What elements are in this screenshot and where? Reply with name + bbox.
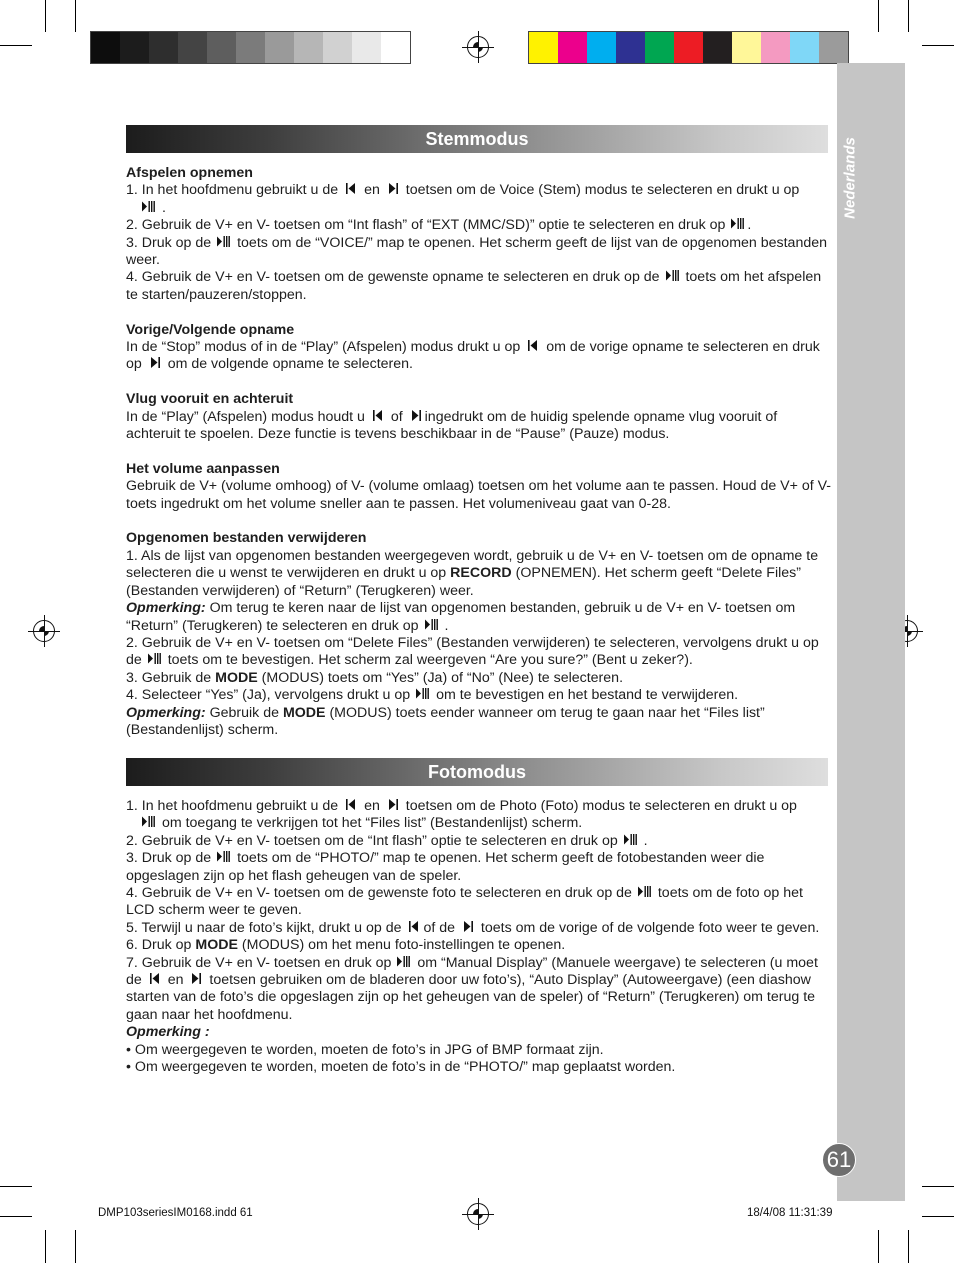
play-pause-icon [624,833,638,846]
paragraph: 2. Gebruik de V+ en V- toetsen om “Delete Files” (Bestanden verwijderen) te selecteren, vervolgens drukt u op de toets om te bevestigen. Het scherm zal weergeven “Are you sure?” (Bent u zeker?). [126,634,819,669]
crop-mark [0,1216,32,1217]
crop-mark [45,0,46,32]
color-swatch [645,32,674,63]
page-number: 61 [822,1143,856,1177]
crop-mark [922,1216,954,1217]
play-pause-icon [425,618,439,631]
registration-mark-icon [33,620,55,642]
play-pause-icon [217,850,231,863]
paragraph: 3. Druk op de toets om de “VOICE/” map te openen. Het scherm geeft de lijst van de opgenomen bestanden weer. [126,234,828,269]
stemmodus-body [126,165,832,739]
footer-timestamp: 18/4/08 11:31:39 [747,1207,833,1219]
paragraph: 1. In het hoofdmenu gebruikt u de en toetsen om de Voice (Stem) modus te selecteren en drukt u op [126,182,800,199]
paragraph: 3. Druk op de toets om de “PHOTO/” map te openen. Het scherm geeft de fotobestanden weer die opgeslagen zijn op het flash geheugen van de speler. [126,850,765,884]
language-side-tab [837,63,905,1201]
subheading: Vorige/Volgende opname [126,321,295,338]
paragraph: 6. Druk op MODE (MODUS) om het menu foto-instellingen te openen. [126,937,566,954]
paragraph: 1. In het hoofdmenu gebruikt u de en toetsen om de Photo (Foto) modus te selecteren en drukt u op [126,798,797,814]
color-calibration-bar [528,31,849,64]
prev-icon [371,409,385,422]
fotomodus-body [126,798,832,1077]
paragraph: Gebruik de V+ (volume omhoog) of V- (volume omlaag) toetsen om het volume aan te passen. Houd de V+ of V- toets ingedrukt om het volume sneller aan te passen. Het volumeniveau gaat van 0-28. [126,478,832,512]
paragraph: 3. Gebruik de MODE (MODUS) toets om “Yes” (Ja) of “No” (Nee) te selecteren. [126,669,624,686]
paragraph: 4. Selecteer “Yes” (Ja), vervolgens drukt u op om te bevestigen en het bestand te verwijderen. [126,687,739,704]
note: Opmerking: Om terug te keren naar de lijst van opgenomen bestanden, gebruik u de V+ en V- toetsen om “Return” (Terugkeren) te selecteren en druk op . [126,600,796,634]
paragraph: 1. Als de lijst van opgenomen bestanden weergegeven wordt, gebruik u de V+ en V- toetsen om de opname te selecteren die u wenst te verwijderen en drukt u op RECORD (OPNEMEN). Het scherm geeft “Delete Files” (Bestanden verwijderen) of “Return” (Terugkeren) weer. [126,547,819,599]
color-swatch [178,32,207,63]
color-swatch [381,32,410,63]
prev-icon [526,339,540,352]
crop-mark [75,0,76,32]
play-pause-icon [666,269,680,282]
paragraph: 2. Gebruik de V+ en V- toetsen om “Int flash” of “EXT (MMC/SD)” optie te selecteren en druk op . [126,217,752,234]
note: Opmerking: Gebruik de MODE (MODUS) toets eender wanneer om terug te gaan naar het “Files list” (Bestandenlijst) scherm. [126,704,765,738]
paragraph: 5. Terwijl u naar de foto’s kijkt, drukt u op de of de toets om de vorige of de volgende foto weer te geven. [126,919,820,936]
paragraph: 2. Gebruik de V+ en V- toetsen om de “Int flash” optie te selecteren en druk op . [126,832,648,849]
paragraph: 4. Gebruik de V+ en V- toetsen om de gewenste opname te selecteren en druk op de toets om het afspelen te starten/pauzeren/stoppen. [126,269,822,303]
prev-icon [344,798,358,811]
subheading: Het volume aanpassen [126,460,280,477]
next-icon [409,409,423,422]
color-swatch [674,32,703,63]
registration-mark-icon [467,36,489,58]
color-swatch [558,32,587,63]
color-swatch [819,32,848,63]
section-header-stemmodus: Stemmodus [126,125,828,153]
prev-icon [407,920,421,933]
color-swatch [91,32,120,63]
paragraph: In de “Stop” modus of in de “Play” (Afspelen) modus drukt u op om de vorige opname te selecteren en druk op om de volgende opname te selecteren. [126,339,820,373]
play-pause-icon [142,815,156,828]
subheading: Afspelen opnemen [126,165,253,181]
section-header-fotomodus: Fotomodus [126,758,828,786]
registration-mark-icon [467,1203,489,1225]
prev-icon [148,972,162,985]
crop-mark [908,1230,909,1263]
next-icon [386,798,400,811]
color-swatch [149,32,178,63]
color-swatch [587,32,616,63]
color-swatch [703,32,732,63]
play-pause-icon [148,652,162,665]
grayscale-calibration-bar [90,31,411,64]
color-swatch [265,32,294,63]
color-swatch [529,32,558,63]
color-swatch [761,32,790,63]
color-swatch [323,32,352,63]
play-pause-icon [731,217,745,230]
play-pause-icon [638,885,652,898]
paragraph: 7. Gebruik de V+ en V- toetsen en druk op om “Manual Display” (Manuele weergave) te selecteren (u moet de en toetsen gebruiken om de bladeren door uw foto’s), “Auto Display” (Autoweergave) (een diashow starten van de foto’s die opgeslagen zijn op het geheugen van de speler) of “Return” (Terugkeren) om terug te gaan naar het hoofdmenu. [126,954,818,1023]
next-icon [189,972,203,985]
crop-mark [45,1230,46,1263]
crop-mark [922,45,954,46]
color-swatch [732,32,761,63]
crop-mark [0,1186,32,1187]
play-pause-icon [416,687,430,700]
crop-mark [922,1186,954,1187]
paragraph: 4. Gebruik de V+ en V- toetsen om de gewenste foto te selecteren en druk op de toets om de foto op het LCD scherm weer te geven. [126,885,803,919]
subheading: Vlug vooruit en achteruit [126,391,294,408]
color-swatch [207,32,236,63]
paragraph: In de “Play” (Afspelen) modus houdt u of ingedrukt om de huidig spelende opname vlug vooruit of achteruit te spoelen. Deze functie is tevens beschikbaar in de “Pause” (Pauze) modus. [126,408,778,443]
color-swatch [236,32,265,63]
next-icon [148,356,162,369]
play-pause-icon [217,235,231,248]
note: Opmerking : [126,1024,210,1041]
color-swatch [120,32,149,63]
color-swatch [790,32,819,63]
subheading: Opgenomen bestanden verwijderen [126,530,367,547]
crop-mark [75,1230,76,1263]
bullet: • Om weergegeven te worden, moeten de foto’s in JPG of BMP formaat zijn. [126,1041,604,1058]
crop-mark [0,45,32,46]
prev-icon [344,182,358,195]
play-pause-icon [397,955,411,968]
color-swatch [616,32,645,63]
crop-mark [908,0,909,32]
color-swatch [294,32,323,63]
crop-mark [878,0,879,32]
color-swatch [352,32,381,63]
paragraph: om toegang te verkrijgen tot het “Files list” (Bestandenlijst) scherm. [126,815,832,832]
next-icon [461,920,475,933]
paragraph: . [126,200,832,217]
play-pause-icon [142,200,156,213]
bullet: • Om weergegeven te worden, moeten de foto’s in de “PHOTO/” map geplaatst worden. [126,1059,676,1076]
next-icon [386,182,400,195]
language-tab-label: Nederlands [841,137,859,219]
crop-mark [878,1230,879,1263]
footer-filename: DMP103seriesIM0168.indd 61 [98,1207,253,1219]
